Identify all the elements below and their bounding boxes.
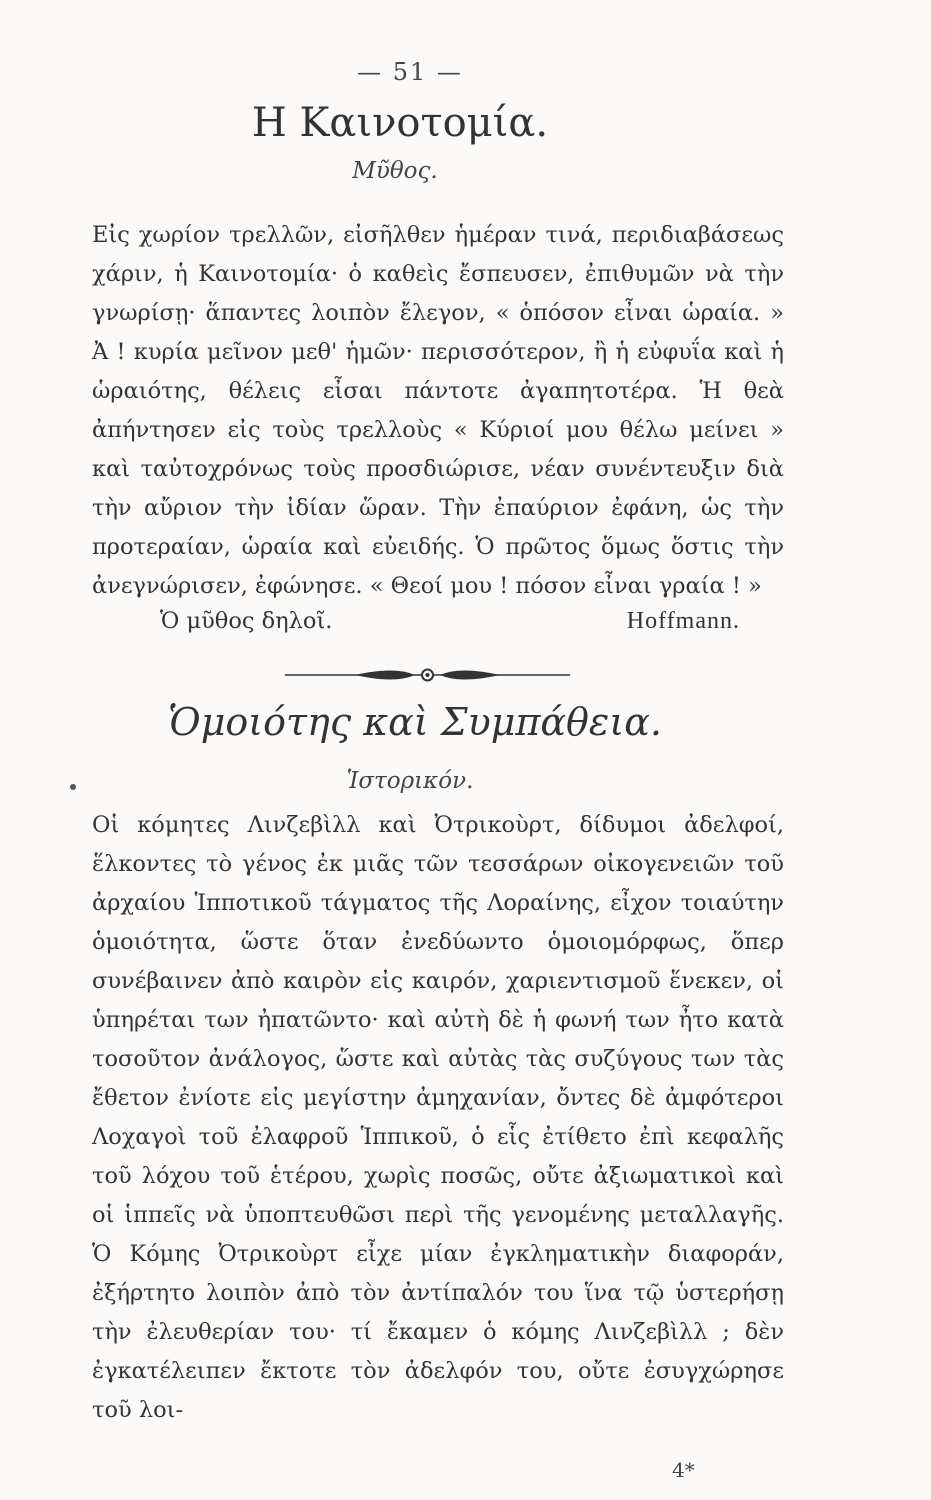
signature-mark: 4* xyxy=(672,1458,695,1482)
story1-footer xyxy=(160,608,740,644)
page-number: — 51 — xyxy=(357,58,463,86)
story2-subtitle: Ἱστορικόν. xyxy=(346,768,474,794)
story1-text: Εἰς χωρίον τρελλῶν, εἰσῆλθεν ἡμέραν τινά, περιδιαβάσεως χάριν, ἡ Καινοτομία· ὁ καθεὶς ἔσπευσεν, ἐπιθυμῶν νὰ τὴν γνωρίσῃ· ἅπαντες λοιπὸν ἔλεγον, « ὁπόσον εἶναι ὡραία. » Ἀ ! κυρία μεῖνον μεθ' ἡμῶν· περισσότερον, ἢ ἡ εὐφυΐα καὶ ἡ ὡραιότης, θέλεις εἶσαι πάντοτε ἀγαπητοτέρα. Ἡ θεὰ ἀπήντησεν εἰς τοὺς τρελλοὺς « Κύριοί μου θέλω μείνει » καὶ ταὐτοχρόνως τοὺς προσδιώρισε, νέαν συνέντευξιν διὰ τὴν αὔριον τὴν ἰδίαν ὥραν. Τὴν ἐπαύριον ἐφάνη, ὡς τὴν προτεραίαν, ὡραία καὶ εὐειδής. Ὁ πρῶτος ὅμως ὅστις τὴν ἀνεγνώρισεν, ἐφώνησε. « Θεοί μου ! πόσον εἶναι γραία ! » xyxy=(92,222,784,599)
story1-title: Η Καινοτομία. xyxy=(251,100,549,146)
story2-text: Οἱ κόμητες Λινζεβὶλλ καὶ Ὀτρικοὺρτ, δίδυμοι ἀδελφοί, ἕλκοντες τὸ γένος ἐκ μιᾶς τῶν τεσσάρων οἰκογενειῶν τοῦ ἀρχαίου Ἱπποτικοῦ τάγματος τῆς Λοραίνης, εἶχον τοιαύτην ὁμοιότητα, ὥστε ὅταν ἐνεδύωντο ὁμοιομόρφως, ὅπερ συνέβαινεν ἀπὸ καιρὸν εἰς καιρόν, χαριεντισμοῦ ἕνεκεν, οἱ ὑπηρέται των ἠπατῶντο· καὶ αὐτὴ δὲ ἡ φωνή των ἦτο κατὰ τοσοῦτον ἀνάλογος, ὥστε καὶ αὐτὰς τὰς συζύγους των τὰς ἔθετον ἐνίοτε εἰς μεγίστην ἀμηχανίαν, ὄντες δὲ ἀμφότεροι Λοχαγοὶ τοῦ ἐλαφροῦ Ἱππικοῦ, ὁ εἷς ἐτίθετο ἐπὶ κεφαλῆς τοῦ λόχου τοῦ ἑτέρου, χωρὶς ποσῶς, οὔτε ἀξιωματικοὶ καὶ οἱ ἱππεῖς νὰ ὑποπτευθῶσι περὶ τῆς γενομένης μεταλλαγῆς. Ὁ Κόμης Ὀτρικοὺρτ εἶχε μίαν ἐγκληματικὴν διαφοράν, ἐξήρτητο λοιπὸν ἀπὸ τὸν ἀντίπαλόν του ἵνα τῷ ὑστερήσῃ τὴν ἐλευθερίαν του· τί ἔκαμεν ὁ κόμης Λινζεβὶλλ ; δὲν ἐγκατέλειπεν ἔκτοτε τὸν ἀδελφόν του, οὔτε ἐσυγχώρησε τοῦ λοι- xyxy=(92,812,784,1423)
story1-author: Hoffmann. xyxy=(626,608,740,634)
story1-subtitle: Μῦθος. xyxy=(352,158,438,184)
ornamental-divider xyxy=(285,662,570,688)
story1-moral: Ὁ μῦθος δηλοῖ. xyxy=(160,608,333,634)
story2-title: Ὁμοιότης καὶ Συμπάθεια. xyxy=(168,700,662,744)
